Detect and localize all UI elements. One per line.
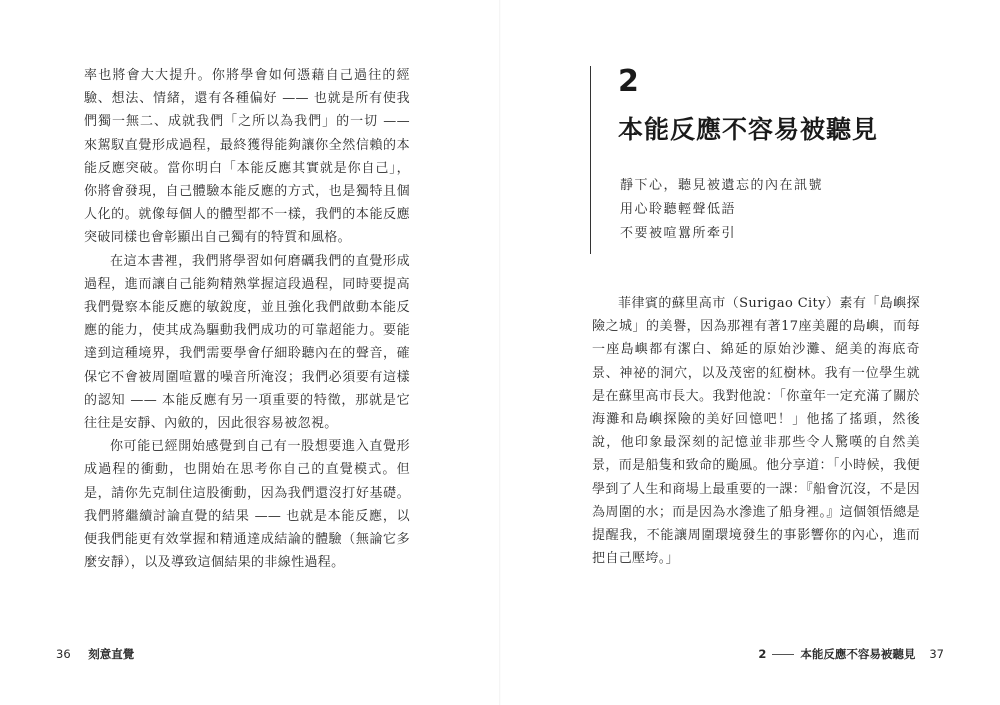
left-paragraph-1: 率也將會大大提升。你將學會如何憑藉自己過往的經驗、想法、情緒，還有各種偏好 —— 也就是所有使我們獨一無二、成就我們「之所以為我們」的一切 —— 來駕馭直覺形成過程，最終獲得能夠讓你全然信賴的本能反應突破。當你明白「本能反應其實就是你自己」，你將會發現，自己體驗本能反應的方式，也是獨特且個人化的。就像每個人的體型都不一樣，我們的本能反應突破同樣也會彰顯出自己獨有的特質和風格。 xyxy=(84,68,410,246)
chapter-heading-rule xyxy=(590,66,591,254)
running-head-dash xyxy=(772,654,794,655)
running-head-book-title: 刻意直覺 xyxy=(88,647,135,661)
right-page-footer xyxy=(758,646,944,662)
left-page-number: 36 xyxy=(56,647,71,661)
right-paragraph-1: 菲律賓的蘇里高市（Surigao City）素有「島嶼探險之城」的美譽，因為那裡有著17座美麗的島嶼，而每一座島嶼都有潔白、綿延的原始沙灘、絕美的海底奇景、神祕的洞穴，以及茂密的紅樹林。我有一位學生就是在蘇里高市長大。我對他說：「你童年一定充滿了關於海灘和島嶼探險的美好回憶吧！」他搖了搖頭，然後說，他印象最深刻的記憶並非那些令人驚嘆的自然美景，而是船隻和致命的颱風。他分享道：「小時候，我便學到了人生和商場上最重要的一課：『船會沉沒，不是因為周圍的水；而是因為水滲進了船身裡。』這個領悟總是提醒我，不能讓周圍環境發生的事影響你的內心，進而把自己壓垮。」 xyxy=(592,296,920,567)
epigraph-line-2: 用心聆聽輕聲低語 xyxy=(620,202,737,217)
left-paragraph-2: 在這本書裡，我們將學習如何磨礪我們的直覺形成過程，進而讓自己能夠精熟掌握這段過程，同時要提高我們覺察本能反應的敏銳度，並且強化我們啟動本能反應的能力，使其成為驅動我們成功的可靠超能力。要能達到這種境界，我們需要學會仔細聆聽內在的聲音，確保它不會被周圍喧囂的噪音所淹沒；我們必須要有這樣的認知 —— 本能反應有另一項重要的特徵，那就是它往往是安靜、內斂的，因此很容易被忽視。 xyxy=(84,253,410,432)
right-page-body xyxy=(592,292,920,570)
epigraph-line-3: 不要被喧囂所牽引 xyxy=(620,226,737,241)
chapter-epigraph xyxy=(620,174,823,246)
chapter-title: 本能反應不容易被聽見 xyxy=(618,115,879,144)
chapter-number: 2 xyxy=(618,64,639,99)
left-page-footer xyxy=(56,646,134,662)
left-paragraph-3: 你可能已經開始感覺到自己有一股想要進入直覺形成過程的衝動，也開始在思考你自己的直覺模式。但是，請你先克制住這股衝動，因為我們還沒打好基礎。我們將繼續討論直覺的結果 —— 也就是本能反應，以便我們能更有效掌握和精通達成結論的體驗（無論它多麼安靜），以及導致這個結果的非線性過程。 xyxy=(84,439,410,571)
running-head-chapter-number: 2 xyxy=(758,647,767,661)
running-head-chapter-title: 本能反應不容易被聽見 xyxy=(800,647,916,661)
right-page-number: 37 xyxy=(929,647,944,661)
book-gutter xyxy=(499,0,501,705)
epigraph-line-1: 靜下心，聽見被遺忘的內在訊號 xyxy=(620,178,824,193)
left-page-body xyxy=(84,64,410,574)
